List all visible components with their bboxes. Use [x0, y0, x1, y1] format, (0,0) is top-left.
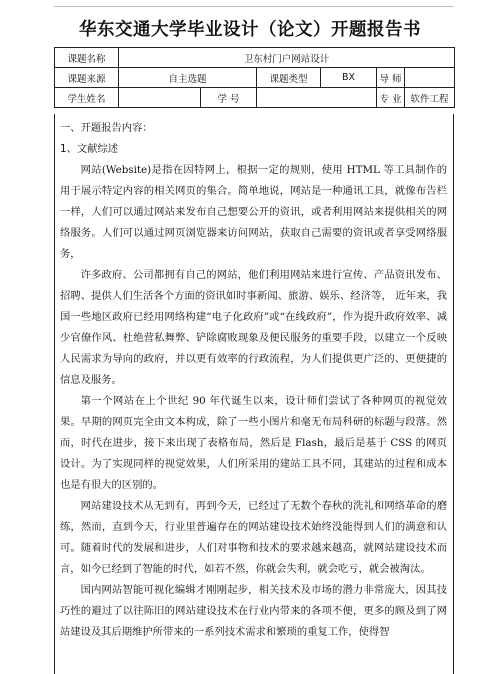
header-rule: [54, 6, 454, 7]
table-row-topic: [55, 48, 455, 68]
source-label: 课题来源: [55, 68, 119, 88]
major-label: 专 业: [377, 88, 405, 108]
document-title: 华东交通大学毕业设计（论文）开题报告书: [79, 20, 421, 40]
section-heading: 一、开题报告内容：: [60, 122, 153, 134]
student-label: 学生姓名: [55, 88, 119, 108]
topic-value: 卫东村门户网站设计: [119, 48, 455, 68]
paragraph-4: 网站建设技术从无到有，再到今天，已经过了无数个春秋的洗礼和网络革命的磨练，然而，直到今天，行业里普遍存在的网站建设技术始终没能得到人们的满意和认可。随着时代的发展和进步，人们对事物和技术的要求越来越高，就网站建设技术而言，如今已经到了智能的时代，如若不然，你就会失利，就会吃亏，就会被淘汰。: [60, 500, 447, 575]
table-row-source: [55, 68, 455, 88]
paragraph-2: 许多政府、公司都拥有自己的网站，他们利用网站来进行宣传、产品资讯发布、招聘、提供人们生活各个方面的资讯如时事新闻、旅游、娱乐、经济等， 近年来，我国一些地区政府已经用网络构建“电子化政府”或“在线政府”，作为提升政府效率、减少官僚作风、杜绝营私舞弊、铲除腐败现象及便民服务的重要手段，以建立一个反映人民需求为导向的政府，并以更有效率的行政流程，为人们提供更广泛的、更便捷的信息及服务。: [60, 269, 447, 386]
id-value: [257, 88, 377, 108]
table-row-student: [55, 88, 455, 108]
paragraph-1: 网站(Website)是指在因特网上，根据一定的规则，使用 HTML 等工具制作的用于展示特定内容的相关网页的集合。简单地说，网站是一种通讯工具，就像布告栏一样，人们可以通过网站来发布自己想要公开的资讯，或者利用网站来提供相关的网络服务。人们可以通过网页浏览器来访问网站，获取自己需要的资讯或者享受网络服务，: [60, 164, 447, 260]
source-value: 自主选题: [119, 68, 257, 88]
advisor-value: [405, 68, 455, 88]
major-value: 软件工程: [405, 88, 455, 108]
paragraph-5: 国内网站智能可视化编辑才刚刚起步，相关技术及市场的潜力非常庞大，因其技巧性的避过了以往陈旧的网站建设技术在行业内带来的各项不便，更多的顾及到了网站建设及其后期维护所带来的一系列技术需求和繁琐的重复工作，使得智: [60, 584, 447, 638]
student-value: [119, 88, 201, 108]
type-value: BX: [321, 68, 377, 88]
id-label: 学 号: [201, 88, 257, 108]
advisor-label: 导 师: [377, 68, 405, 88]
topic-label: 课题名称: [55, 48, 119, 68]
type-label: 课题类型: [257, 68, 321, 88]
paragraph-3: 第一个网站在上个世纪 90 年代诞生以来，设计师们尝试了各种网页的视觉效果。早期的网页完全由文本构成，除了一些小图片和毫无布局科研的标题与段落。然而，时代在进步，接下来出现了表格布局，然后是 Flash，最后是基于 CSS 的网页设计。为了实现同样的视觉效果，人们所采用的建站工具不同，其建站的过程和成本也是有很大的区别的。: [60, 395, 447, 491]
literature-review-heading: 1、文献综述: [60, 143, 119, 155]
info-table: [54, 47, 455, 108]
report-content-box: [54, 114, 454, 674]
